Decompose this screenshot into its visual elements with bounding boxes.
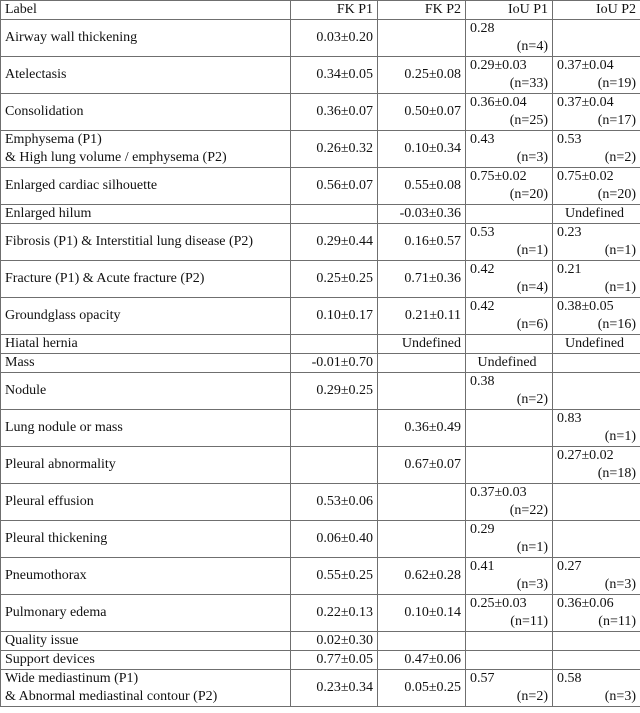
cell-fk-p2	[378, 20, 466, 57]
iou-p1-value: 0.25±0.03	[470, 596, 527, 611]
header-fk-p1: FK P1	[291, 1, 378, 20]
iou-p1-count: (n=2)	[516, 689, 548, 704]
cell-iou-p1	[466, 558, 553, 595]
cell-iou-p2	[553, 632, 640, 651]
cell-iou-p1	[466, 373, 553, 410]
cell-fk-p2: -0.03±0.36	[378, 205, 466, 224]
cell-label	[1, 558, 291, 595]
table-row	[1, 410, 640, 447]
header-fk-p2: FK P2	[378, 1, 466, 20]
cell-iou-p1	[466, 131, 553, 168]
header-label: Label	[1, 1, 291, 20]
iou-p1-count: (n=3)	[516, 577, 548, 592]
cell-iou-p2	[553, 447, 640, 484]
cell-fk-p2: 0.10±0.14	[378, 595, 466, 632]
table-row	[1, 595, 640, 632]
iou-p2-value: 0.38±0.05	[557, 299, 614, 314]
iou-p1-count: (n=1)	[516, 540, 548, 555]
table-row	[1, 94, 640, 131]
iou-p2-count: (n=16)	[597, 317, 636, 332]
cell-iou-p1	[466, 410, 553, 447]
cell-fk-p1: -0.01±0.70	[291, 354, 378, 373]
iou-p2-value: 0.83	[557, 411, 582, 426]
cell-label	[1, 168, 291, 205]
cell-fk-p2: 0.47±0.06	[378, 651, 466, 670]
cell-iou-p1	[466, 335, 553, 354]
table-row	[1, 57, 640, 94]
cell-fk-p1: 0.29±0.25	[291, 373, 378, 410]
row-label: Hiatal hernia	[5, 336, 78, 351]
cell-iou-p1	[466, 224, 553, 261]
iou-p1-value: 0.28	[470, 21, 495, 36]
iou-p2-value: 0.36±0.06	[557, 596, 614, 611]
cell-iou-p1	[466, 521, 553, 558]
iou-p1-count: (n=22)	[509, 503, 548, 518]
cell-iou-p1	[466, 57, 553, 94]
cell-label	[1, 484, 291, 521]
cell-fk-p1: 0.55±0.25	[291, 558, 378, 595]
cell-iou-p1	[466, 651, 553, 670]
iou-p1-value: 0.41	[470, 559, 495, 574]
row-label: Pleural abnormality	[5, 457, 116, 472]
table-row	[1, 521, 640, 558]
table-row	[1, 205, 640, 224]
cell-iou-p2	[553, 335, 640, 354]
row-label: Atelectasis	[5, 67, 67, 82]
row-label: Nodule	[5, 383, 47, 398]
iou-p2-value: 0.53	[557, 132, 582, 147]
iou-p1-value: 0.75±0.02	[470, 169, 527, 184]
cell-fk-p1	[291, 447, 378, 484]
cell-label	[1, 373, 291, 410]
iou-p2-value: 0.23	[557, 225, 582, 240]
iou-p1-value: 0.37±0.03	[470, 485, 527, 500]
cell-iou-p2	[553, 261, 640, 298]
cell-fk-p1	[291, 205, 378, 224]
cell-fk-p1	[291, 410, 378, 447]
row-label: Lung nodule or mass	[5, 420, 123, 435]
iou-p2-value: Undefined	[564, 336, 625, 351]
cell-label	[1, 651, 291, 670]
row-label-continued: & High lung volume / emphysema (P2)	[5, 150, 227, 165]
cell-fk-p1: 0.29±0.44	[291, 224, 378, 261]
cell-fk-p1: 0.26±0.32	[291, 131, 378, 168]
cell-fk-p2: Undefined	[378, 335, 466, 354]
cell-iou-p2	[553, 168, 640, 205]
cell-iou-p1	[466, 354, 553, 373]
cell-fk-p1: 0.34±0.05	[291, 57, 378, 94]
iou-p2-count: (n=17)	[597, 113, 636, 128]
iou-p2-count: (n=19)	[597, 76, 636, 91]
cell-label	[1, 205, 291, 224]
cell-iou-p2	[553, 595, 640, 632]
cell-fk-p2	[378, 373, 466, 410]
cell-fk-p1	[291, 335, 378, 354]
cell-label	[1, 632, 291, 651]
cell-fk-p1: 0.56±0.07	[291, 168, 378, 205]
cell-label	[1, 447, 291, 484]
cell-iou-p2	[553, 224, 640, 261]
header-iou-p1: IoU P1	[466, 1, 553, 20]
row-label: Support devices	[5, 652, 95, 667]
iou-p1-count: (n=4)	[516, 280, 548, 295]
cell-label	[1, 261, 291, 298]
cell-label	[1, 20, 291, 57]
row-label: Groundglass opacity	[5, 308, 121, 323]
cell-fk-p1: 0.23±0.34	[291, 670, 378, 707]
header-row	[1, 1, 640, 20]
row-label-continued: & Abnormal mediastinal contour (P2)	[5, 689, 218, 704]
iou-p2-value: 0.37±0.04	[557, 95, 614, 110]
cell-fk-p2: 0.16±0.57	[378, 224, 466, 261]
iou-p1-value: 0.42	[470, 299, 495, 314]
cell-iou-p2	[553, 670, 640, 707]
cell-label	[1, 94, 291, 131]
table-row	[1, 354, 640, 373]
cell-iou-p2	[553, 298, 640, 335]
iou-p2-value: 0.58	[557, 671, 582, 686]
row-label: Enlarged hilum	[5, 206, 92, 221]
iou-p2-count: (n=20)	[597, 187, 636, 202]
cell-fk-p1: 0.02±0.30	[291, 632, 378, 651]
cell-iou-p2	[553, 94, 640, 131]
table-row	[1, 484, 640, 521]
cell-fk-p1: 0.10±0.17	[291, 298, 378, 335]
cell-fk-p1: 0.53±0.06	[291, 484, 378, 521]
row-label: Quality issue	[5, 633, 79, 648]
table-row	[1, 447, 640, 484]
iou-p1-value: Undefined	[477, 355, 537, 370]
iou-p1-count: (n=1)	[516, 243, 548, 258]
cell-iou-p2	[553, 205, 640, 224]
cell-label	[1, 224, 291, 261]
cell-label	[1, 670, 291, 707]
cell-iou-p2	[553, 373, 640, 410]
cell-fk-p1: 0.06±0.40	[291, 521, 378, 558]
iou-p2-count: (n=3)	[604, 577, 636, 592]
row-label: Pneumothorax	[5, 568, 87, 583]
iou-p1-value: 0.38	[470, 374, 495, 389]
header-iou-p2: IoU P2	[553, 1, 640, 20]
cell-fk-p2	[378, 521, 466, 558]
cell-iou-p2	[553, 651, 640, 670]
cell-iou-p1	[466, 595, 553, 632]
cell-fk-p2	[378, 354, 466, 373]
iou-p1-value: 0.29±0.03	[470, 58, 527, 73]
cell-iou-p2	[553, 354, 640, 373]
table-row	[1, 168, 640, 205]
row-label: Pleural thickening	[5, 531, 108, 546]
cell-label	[1, 354, 291, 373]
cell-fk-p2	[378, 632, 466, 651]
row-label: Pulmonary edema	[5, 605, 107, 620]
cell-iou-p1	[466, 298, 553, 335]
cell-fk-p1: 0.77±0.05	[291, 651, 378, 670]
iou-p2-value: 0.75±0.02	[557, 169, 614, 184]
iou-p2-value: 0.21	[557, 262, 582, 277]
table-row	[1, 558, 640, 595]
cell-label	[1, 57, 291, 94]
cell-fk-p2: 0.10±0.34	[378, 131, 466, 168]
cell-label	[1, 335, 291, 354]
cell-iou-p2	[553, 57, 640, 94]
row-label: Pleural effusion	[5, 494, 94, 509]
cell-iou-p2	[553, 20, 640, 57]
cell-label	[1, 410, 291, 447]
cell-iou-p2	[553, 410, 640, 447]
cell-iou-p1	[466, 484, 553, 521]
cell-fk-p2: 0.05±0.25	[378, 670, 466, 707]
iou-p1-count: (n=2)	[516, 392, 548, 407]
iou-p1-count: (n=3)	[516, 150, 548, 165]
iou-p1-value: 0.57	[470, 671, 495, 686]
cell-iou-p1	[466, 20, 553, 57]
iou-p2-value: 0.27	[557, 559, 582, 574]
cell-fk-p2: 0.21±0.11	[378, 298, 466, 335]
iou-p2-value: 0.37±0.04	[557, 58, 614, 73]
row-label: Enlarged cardiac silhouette	[5, 178, 158, 193]
iou-p2-value: 0.27±0.02	[557, 448, 614, 463]
iou-p1-count: (n=4)	[516, 39, 548, 54]
iou-p1-count: (n=25)	[509, 113, 548, 128]
table-row	[1, 632, 640, 651]
iou-p1-value: 0.36±0.04	[470, 95, 527, 110]
iou-p2-count: (n=2)	[604, 150, 636, 165]
cell-iou-p1	[466, 447, 553, 484]
iou-p1-value: 0.29	[470, 522, 495, 537]
cell-fk-p2: 0.67±0.07	[378, 447, 466, 484]
cell-fk-p2: 0.50±0.07	[378, 94, 466, 131]
cell-fk-p1: 0.25±0.25	[291, 261, 378, 298]
table-row	[1, 20, 640, 57]
cell-label	[1, 131, 291, 168]
cell-fk-p2: 0.62±0.28	[378, 558, 466, 595]
iou-p1-count: (n=20)	[509, 187, 548, 202]
row-label: Emphysema (P1)	[5, 132, 102, 147]
iou-p2-count: (n=3)	[604, 689, 636, 704]
iou-p1-count: (n=33)	[509, 76, 548, 91]
iou-p2-count: (n=1)	[604, 280, 636, 295]
table-row	[1, 224, 640, 261]
iou-p2-count: (n=1)	[604, 429, 636, 444]
iou-p1-value: 0.53	[470, 225, 495, 240]
cell-iou-p1	[466, 261, 553, 298]
row-label: Mass	[5, 355, 35, 370]
cell-iou-p1	[466, 94, 553, 131]
cell-fk-p1: 0.22±0.13	[291, 595, 378, 632]
row-label: Consolidation	[5, 104, 84, 119]
cell-fk-p2: 0.55±0.08	[378, 168, 466, 205]
table-row	[1, 261, 640, 298]
row-label: Airway wall thickening	[5, 30, 138, 45]
cell-iou-p2	[553, 521, 640, 558]
table-row	[1, 335, 640, 354]
cell-label	[1, 298, 291, 335]
iou-p1-count: (n=6)	[516, 317, 548, 332]
iou-p1-count: (n=11)	[510, 614, 548, 629]
cell-fk-p2	[378, 484, 466, 521]
table-row	[1, 298, 640, 335]
cell-iou-p1	[466, 632, 553, 651]
cell-iou-p2	[553, 484, 640, 521]
table-row	[1, 131, 640, 168]
cell-fk-p2: 0.71±0.36	[378, 261, 466, 298]
cell-fk-p2: 0.25±0.08	[378, 57, 466, 94]
row-label: Wide mediastinum (P1)	[5, 671, 139, 686]
iou-p2-count: (n=18)	[597, 466, 636, 481]
cell-fk-p1: 0.03±0.20	[291, 20, 378, 57]
cell-label	[1, 595, 291, 632]
cell-fk-p1: 0.36±0.07	[291, 94, 378, 131]
cell-fk-p2: 0.36±0.49	[378, 410, 466, 447]
cell-iou-p2	[553, 558, 640, 595]
row-label: Fibrosis (P1) & Interstitial lung disease (P2)	[5, 234, 254, 249]
table-row	[1, 373, 640, 410]
iou-p1-value: 0.42	[470, 262, 495, 277]
table-row	[1, 670, 640, 707]
cell-iou-p1	[466, 205, 553, 224]
row-label: Fracture (P1) & Acute fracture (P2)	[5, 271, 205, 286]
iou-p2-count: (n=1)	[604, 243, 636, 258]
cell-iou-p1	[466, 670, 553, 707]
iou-p2-value: Undefined	[564, 206, 625, 221]
cell-label	[1, 521, 291, 558]
iou-p2-count: (n=11)	[598, 614, 636, 629]
table-row	[1, 651, 640, 670]
cell-iou-p2	[553, 131, 640, 168]
iou-p1-value: 0.43	[470, 132, 495, 147]
cell-iou-p1	[466, 168, 553, 205]
